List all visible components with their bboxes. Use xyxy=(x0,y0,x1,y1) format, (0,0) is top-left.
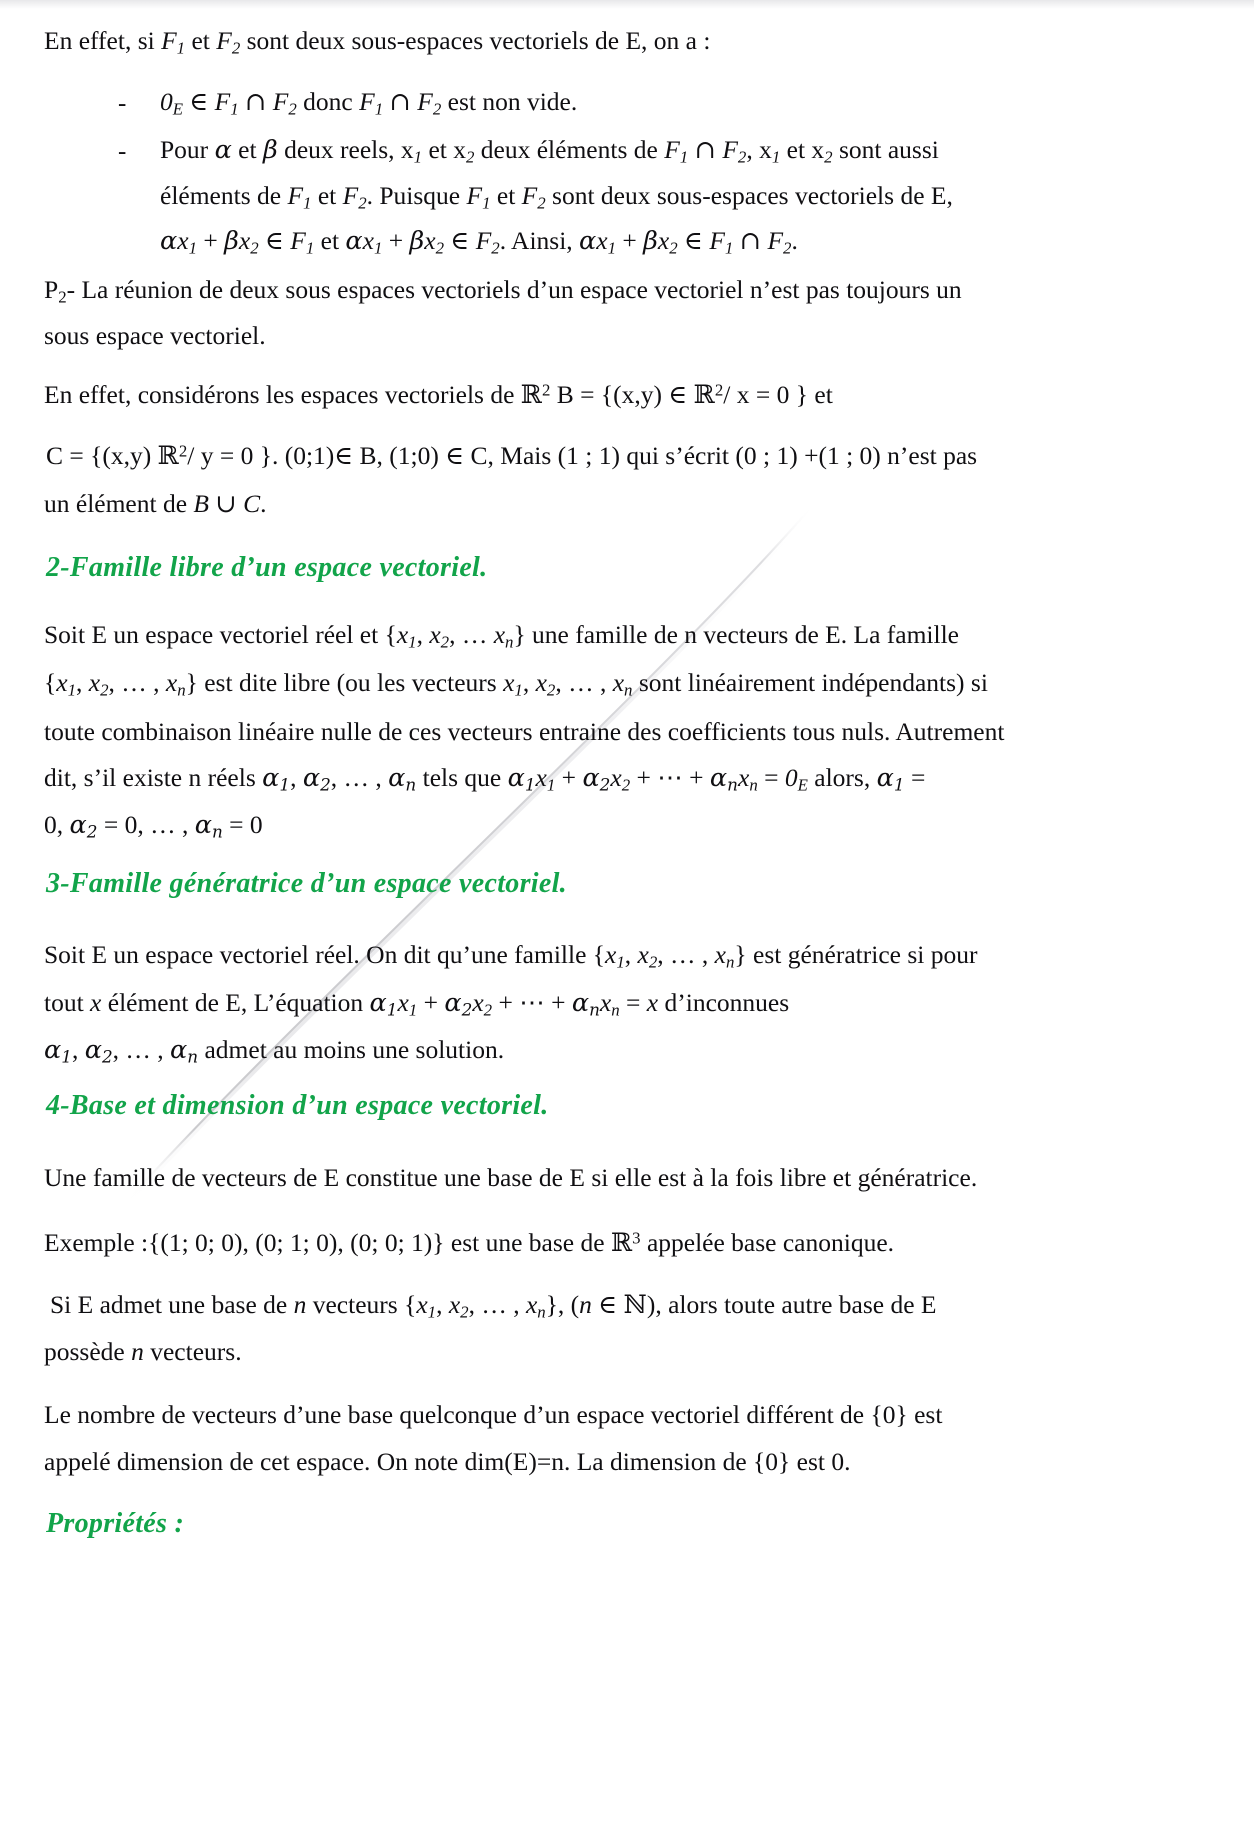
paragraph-sec2-line5: 0, $\alpha_2 = 0$, … , $\alpha_n = 0$ xyxy=(44,810,263,842)
paragraph-sec4-line1: Une famille de vecteurs de E constitue une base de E si elle est à la fois libre et génératrice. xyxy=(44,1163,978,1192)
paragraph-eneffet2-line1: En effet, considérons les espaces vectoriels de ℝ$^2$ B = {(x,y) ∈ ℝ$^2$/ x = 0 } et xyxy=(44,380,833,410)
paragraph-sec2-line3: toute combinaison linéaire nulle de ces vecteurs entraine des coefficients tous nuls. Autrement xyxy=(44,717,1005,746)
bullet-item-2-line3: $\alpha x_1 + \beta x_2$ ∈ $F_1$ et $\alpha x_1 + \beta x_2$ ∈ $F_2$. Ainsi, $\alpha x_1 + \beta x_2$ ∈ $F_1$ ∩ $F_2$. xyxy=(160,226,798,258)
paragraph-eneffet2-line2: C = {(x,y) ℝ$^2$/ y = 0 }. (0;1)∈ B, (1;0) ∈ C, Mais (1 ; 1) qui s’écrit (0 ; 1) +(1 ; 0) n’est pas xyxy=(46,441,978,471)
paragraph-sec3-line1: Soit E un espace vectoriel réel. On dit qu’une famille {$x_1$, $x_2$, … , $x_n$} est génératrice si pour xyxy=(44,940,978,972)
paragraph-sec3-line2: tout x élément de E, L’équation $\alpha_1x_1 + \alpha_2x_2$ + ⋯ + $\alpha_nx_n = x$ d’inconnues xyxy=(44,988,790,1020)
bullet-item-1: $0_E$ ∈ $F_1$ ∩ $F_2$ donc $F_1$ ∩ $F_2$ est non vide. xyxy=(160,87,578,119)
paragraph-eneffet2-line3: un élément de B ∪ C. xyxy=(44,489,267,519)
paragraph-sec2-line4: dit, s’il existe n réels $\alpha_1$, $\alpha_2$, … , $\alpha_n$ tels que $\alpha_1x_1 + \alpha_2x_2$ + ⋯ + $\alpha_nx_n = 0_E$ alors, $\alpha_1$ = xyxy=(44,763,926,795)
paragraph-p2-line1: $P_2-$ La réunion de deux sous espaces vectoriels d’un espace vectoriel n’est pas toujours un xyxy=(44,275,962,307)
paragraph-sec4-line5: Le nombre de vecteurs d’une base quelconque d’un espace vectoriel différent de {0} est xyxy=(44,1400,943,1429)
bullet-marker-1: - xyxy=(118,90,127,117)
heading-2-famille-libre: 2-Famille libre d’un espace vectoriel. xyxy=(46,552,488,583)
paragraph-sec2-line1: Soit E un espace vectoriel réel et {$x_1$, $x_2$, … $x_n$} une famille de n vecteurs de E. La famille xyxy=(44,620,959,652)
heading-proprietes: Propriétés : xyxy=(46,1508,185,1539)
paragraph-sec2-line2: {$x_1$, $x_2$, … , $x_n$} est dite libre (ou les vecteurs $x_1$, $x_2$, … , $x_n$ sont linéairement indépendants) si xyxy=(44,668,988,700)
bullet-item-2-line1: Pour α et β deux reels, $x_1$ et $x_2$ deux éléments de $F_1$ ∩ $F_2$, $x_1$ et $x_2$ sont aussi xyxy=(160,135,939,167)
bullet-item-2-line2: éléments de $F_1$ et $F_2$. Puisque $F_1$ et $F_2$ sont deux sous-espaces vectoriels de E, xyxy=(160,181,953,213)
paragraph-sec4-line2: Exemple :{(1; 0; 0), (0; 1; 0), (0; 0; 1)} est une base de ℝ$^3$ appelée base canonique. xyxy=(44,1228,895,1258)
paragraph-sec4-line4: possède n vecteurs. xyxy=(44,1337,242,1366)
paragraph-sec4-line3: Si E admet une base de n vecteurs {$x_1$, $x_2$, … , $x_n$}, (n ∈ ℕ), alors toute autre base de E xyxy=(50,1290,937,1322)
bullet-marker-2: - xyxy=(118,138,127,165)
heading-3-famille-generatrice: 3-Famille génératrice d’un espace vectoriel. xyxy=(46,868,567,899)
heading-4-base-dimension: 4-Base et dimension d’un espace vectoriel. xyxy=(46,1090,549,1121)
paragraph-intro: En effet, si $F_1$ et $F_2$ sont deux sous-espaces vectoriels de E, on a : xyxy=(44,26,711,58)
paragraph-p2-line2: sous espace vectoriel. xyxy=(44,321,266,350)
paragraph-sec3-line3: $\alpha_1$, $\alpha_2$, … , $\alpha_n$ admet au moins une solution. xyxy=(44,1035,505,1067)
scan-top-band xyxy=(0,0,1254,9)
paragraph-sec4-line6: appelé dimension de cet espace. On note dim(E)=n. La dimension de {0} est 0. xyxy=(44,1447,851,1476)
